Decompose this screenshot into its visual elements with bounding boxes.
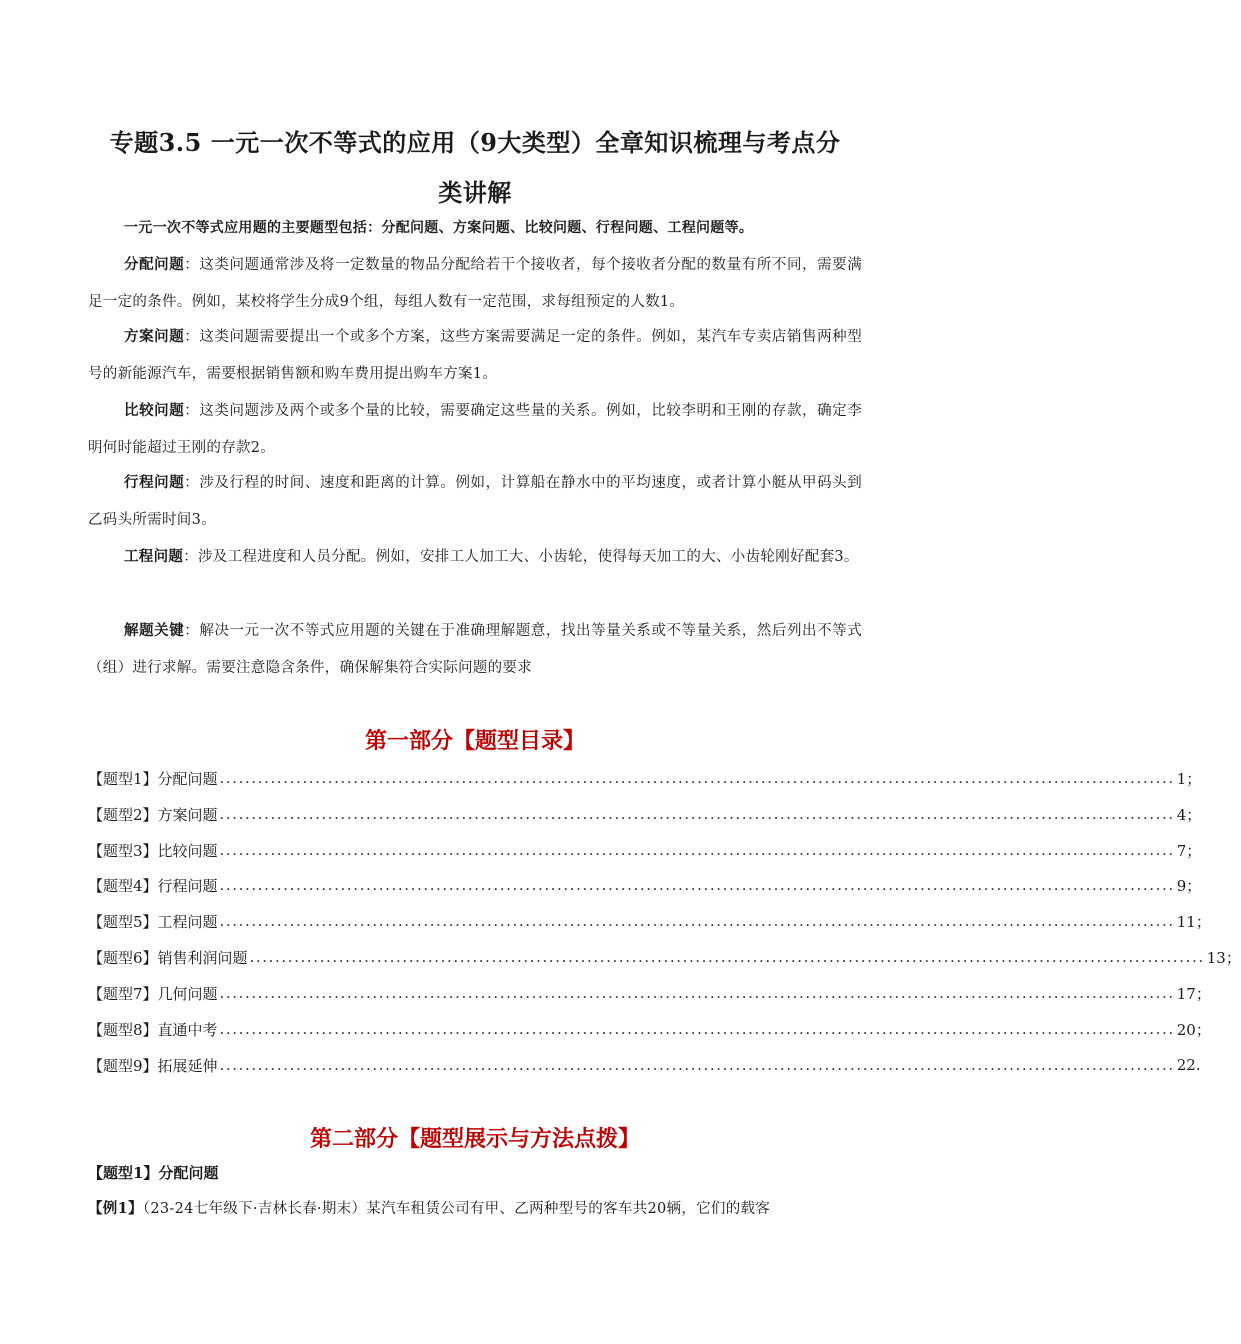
toc-item-page: 1；: [1176, 769, 1202, 788]
toc-item-page: 7；: [1176, 841, 1202, 860]
toc-leader-dots: ......................................................................................................................................................: [249, 948, 1205, 966]
toc-item-label: 【题型6】销售利润问题: [88, 948, 248, 967]
intro-item-text: ：解决一元一次不等式应用题的关键在于准确理解题意，找出等量关系或不等量关系，然后列出不等式（组）进行求解。需要注意隐含条件，确保解集符合实际问题的要求: [88, 623, 863, 676]
toc-item[interactable]: [88, 867, 1202, 903]
intro-item-text: ：涉及工程进度和人员分配。例如，安排工人加工大、小齿轮，使得每天加工的大、小齿轮刚好配套3。: [183, 549, 859, 565]
toc-item-page: 17；: [1176, 984, 1211, 1003]
example-label: 【例1】: [88, 1200, 143, 1217]
document-title-line-1: 专题3.5 一元一次不等式的应用（9大类型）全章知识梳理与考点分: [109, 128, 841, 157]
toc-leader-dots: ......................................................................................................................................................: [219, 912, 1175, 930]
toc-item[interactable]: [88, 903, 1211, 939]
toc-item-label: 【题型8】直通中考: [88, 1020, 218, 1039]
toc-item-label: 【题型4】行程问题: [88, 876, 218, 895]
example-text: （23-24七年级下·吉林长春·期末）某汽车租赁公司有甲、乙两种型号的客车共20辆，它们的载客: [142, 1201, 771, 1217]
toc-leader-dots: ......................................................................................................................................................: [219, 1056, 1175, 1074]
intro-item-term: 工程问题: [124, 548, 184, 565]
toc-item-page: 4；: [1176, 805, 1202, 824]
intro-item-term: 行程问题: [124, 474, 185, 491]
toc-item-page: 11；: [1176, 912, 1211, 931]
intro-item-term: 方案问题: [124, 328, 185, 345]
intro-item-term: 比较问题: [124, 402, 185, 419]
intro-item-term: 分配问题: [124, 256, 185, 273]
toc-item[interactable]: [88, 796, 1202, 832]
toc-item[interactable]: [88, 1047, 1201, 1083]
intro-item-allocation: [88, 246, 862, 321]
toc-item-page: 13；: [1206, 948, 1241, 967]
toc-leader-dots: ......................................................................................................................................................: [219, 769, 1175, 787]
intro-item-text: ：这类问题需要提出一个或多个方案，这些方案需要满足一定的条件。例如，某汽车专卖店销售两种型号的新能源汽车，需要根据销售额和购车费用提出购车方案1。: [88, 329, 863, 382]
intro-item-text: ：这类问题涉及两个或多个量的比较，需要确定这些量的关系。例如，比较李明和王刚的存款，确定李明何时能超过王刚的存款2。: [88, 403, 863, 456]
document-title-line-2: 类讲解: [438, 178, 512, 207]
toc-item-label: 【题型5】工程问题: [88, 912, 218, 931]
toc-item-page: 22.: [1176, 1056, 1201, 1074]
intro-item-plan: [88, 318, 862, 393]
toc-item[interactable]: [88, 939, 1241, 975]
intro-item-text: ：这类问题通常涉及将一定数量的物品分配给若干个接收者，每个接收者分配的数量有所不同，需要满足一定的条件。例如，某校将学生分成9个组，每组人数有一定范围，求每组预定的人数1。: [88, 257, 863, 310]
example-1: [88, 1190, 862, 1228]
part1-title: 第一部分【题型目录】: [364, 728, 585, 754]
toc-item[interactable]: [88, 760, 1202, 796]
toc-leader-dots: ......................................................................................................................................................: [219, 1020, 1175, 1038]
toc-leader-dots: ......................................................................................................................................................: [219, 841, 1175, 859]
intro-summary: 一元一次不等式应用题的主要题型包括：分配问题、方案问题、比较问题、行程问题、工程问题等。: [124, 220, 754, 236]
intro-item-key: [88, 612, 862, 687]
toc-item[interactable]: [88, 1011, 1211, 1047]
toc-item-label: 【题型7】几何问题: [88, 984, 218, 1003]
type1-heading: 【题型1】分配问题: [88, 1164, 219, 1182]
intro-item-term: 解题关键: [124, 622, 185, 639]
intro-item-compare: [88, 392, 862, 467]
toc-leader-dots: ......................................................................................................................................................: [219, 805, 1175, 823]
toc-item-page: 9；: [1176, 876, 1202, 895]
toc-item-label: 【题型3】比较问题: [88, 841, 218, 860]
part2-title: 第二部分【题型展示与方法点拨】: [309, 1126, 640, 1152]
toc-item[interactable]: [88, 832, 1202, 868]
toc-item-page: 20；: [1176, 1020, 1211, 1039]
toc-item[interactable]: [88, 975, 1211, 1011]
intro-item-text: ：涉及行程的时间、速度和距离的计算。例如，计算船在静水中的平均速度，或者计算小艇从甲码头到乙码头所需时间3。: [88, 475, 863, 528]
toc-item-label: 【题型9】拓展延伸: [88, 1056, 218, 1075]
intro-item-travel: [88, 464, 862, 539]
intro-item-engineering: [88, 538, 862, 576]
toc-item-label: 【题型1】分配问题: [88, 769, 218, 788]
toc-leader-dots: ......................................................................................................................................................: [219, 984, 1175, 1002]
toc-item-label: 【题型2】方案问题: [88, 805, 218, 824]
toc-leader-dots: ......................................................................................................................................................: [219, 876, 1175, 894]
